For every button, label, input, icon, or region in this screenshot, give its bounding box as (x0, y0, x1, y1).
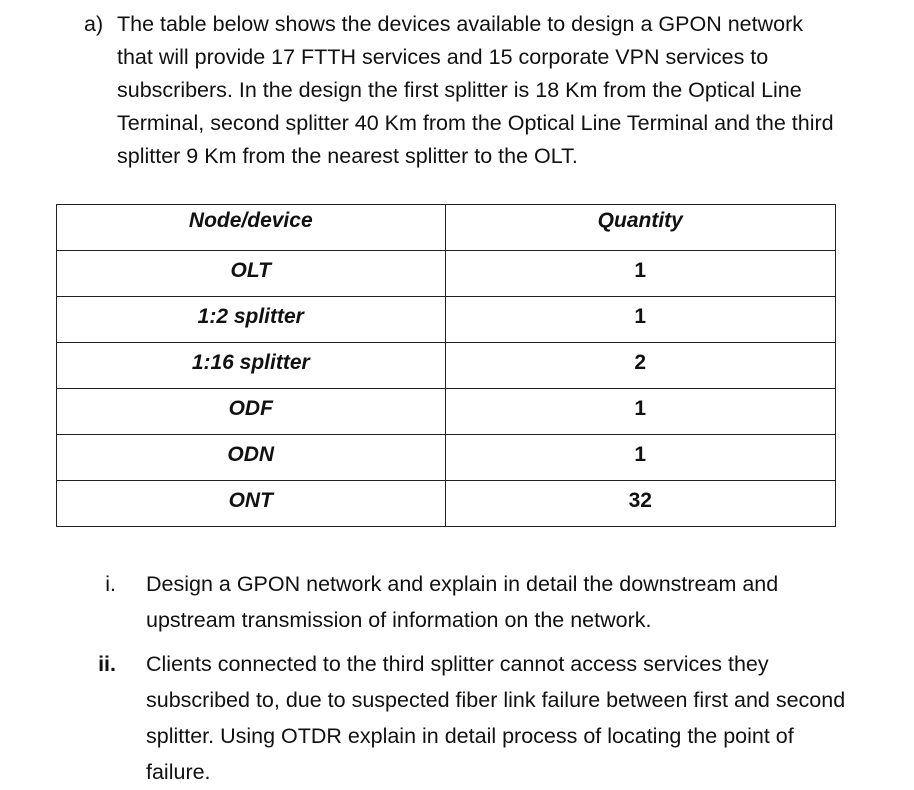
device-table (56, 204, 836, 527)
quantity-cell: 1 (445, 251, 835, 297)
quantity-cell: 1 (445, 297, 835, 343)
table-row (57, 481, 836, 527)
table-header-row (57, 205, 836, 251)
table-row (57, 343, 836, 389)
question-text: The table below shows the devices available to design a GPON network that will provide 17 FTTH services and 15 corporate VPN services to subscribers. In the design the first splitter is 18 Km from the Optical Line Terminal, second splitter 40 Km from the Optical Line Terminal and the third splitter 9 Km from the nearest splitter to the OLT. (117, 12, 834, 168)
subquestion-text: Clients connected to the third splitter cannot access services they subscribed to, due to suspected fiber link failure between first and second splitter. Using OTDR explain in detail process of locating the point of failure. (146, 652, 846, 784)
subquestion-number: ii. (98, 652, 116, 676)
header-quantity: Quantity (445, 205, 835, 251)
quantity-cell: 1 (445, 389, 835, 435)
table-row (57, 435, 836, 481)
table-row (57, 297, 836, 343)
quantity-cell: 2 (445, 343, 835, 389)
device-cell: ODF (57, 389, 446, 435)
subquestion-i (86, 566, 846, 638)
subquestion-ii (86, 646, 846, 790)
device-cell: 1:2 splitter (57, 297, 446, 343)
subquestion-number: i. (105, 572, 116, 596)
question-label: a) (84, 12, 104, 36)
device-cell: ONT (57, 481, 446, 527)
subquestion-text: Design a GPON network and explain in detail the downstream and upstream transmission of information on the network. (146, 572, 779, 632)
question-a (84, 8, 844, 173)
quantity-cell: 1 (445, 435, 835, 481)
quantity-cell: 32 (445, 481, 835, 527)
device-cell: 1:16 splitter (57, 343, 446, 389)
header-node-device: Node/device (57, 205, 446, 251)
device-cell: OLT (57, 251, 446, 297)
table-row (57, 251, 836, 297)
device-cell: ODN (57, 435, 446, 481)
table-row (57, 389, 836, 435)
